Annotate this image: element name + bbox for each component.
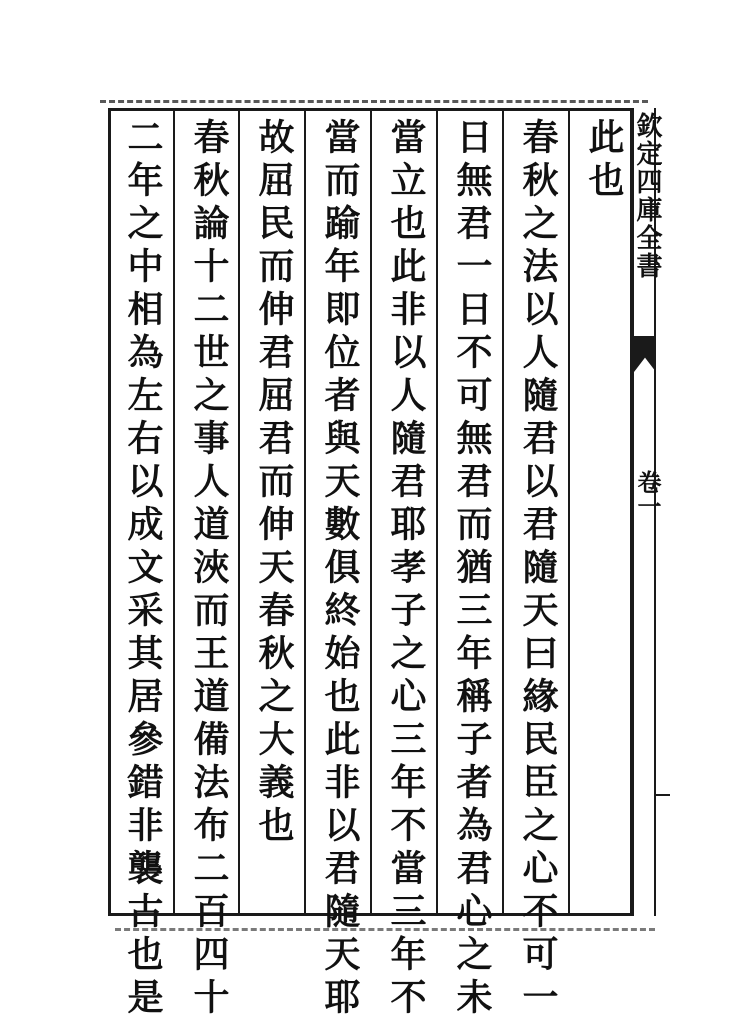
text-column-1: 此也: [583, 118, 625, 204]
text-column-6: 故屈民而伸君屈君而伸天春秋之大義也: [253, 118, 295, 849]
column-divider: [502, 111, 504, 913]
text-column-7: 春秋論十二世之事人道浹而王道備法布二百四十: [188, 118, 230, 1021]
column-divider: [436, 111, 438, 913]
margin-tick-mark: [656, 794, 670, 796]
column-divider: [568, 111, 570, 913]
text-column-3: 日無君一日不可無君而猶三年稱子者為君心之未: [451, 118, 493, 1021]
text-column-2: 春秋之法以人隨君以君隨天曰緣民臣之心不可一: [517, 118, 559, 1021]
text-column-5: 當而踰年即位者與天數俱終始也此非以君隨天耶: [319, 118, 361, 1021]
column-divider: [304, 111, 306, 913]
margin-volume-label: 卷一: [633, 470, 662, 518]
text-column-4: 當立也此非以人隨君耶孝子之心三年不當三年不: [385, 118, 427, 1021]
column-divider: [173, 111, 175, 913]
column-divider: [370, 111, 372, 913]
margin-book-title: 欽定四庫全書: [632, 112, 662, 280]
top-border-rule: [100, 100, 648, 106]
text-column-8: 二年之中相為左右以成文采其居參錯非襲古也是: [122, 118, 164, 1021]
